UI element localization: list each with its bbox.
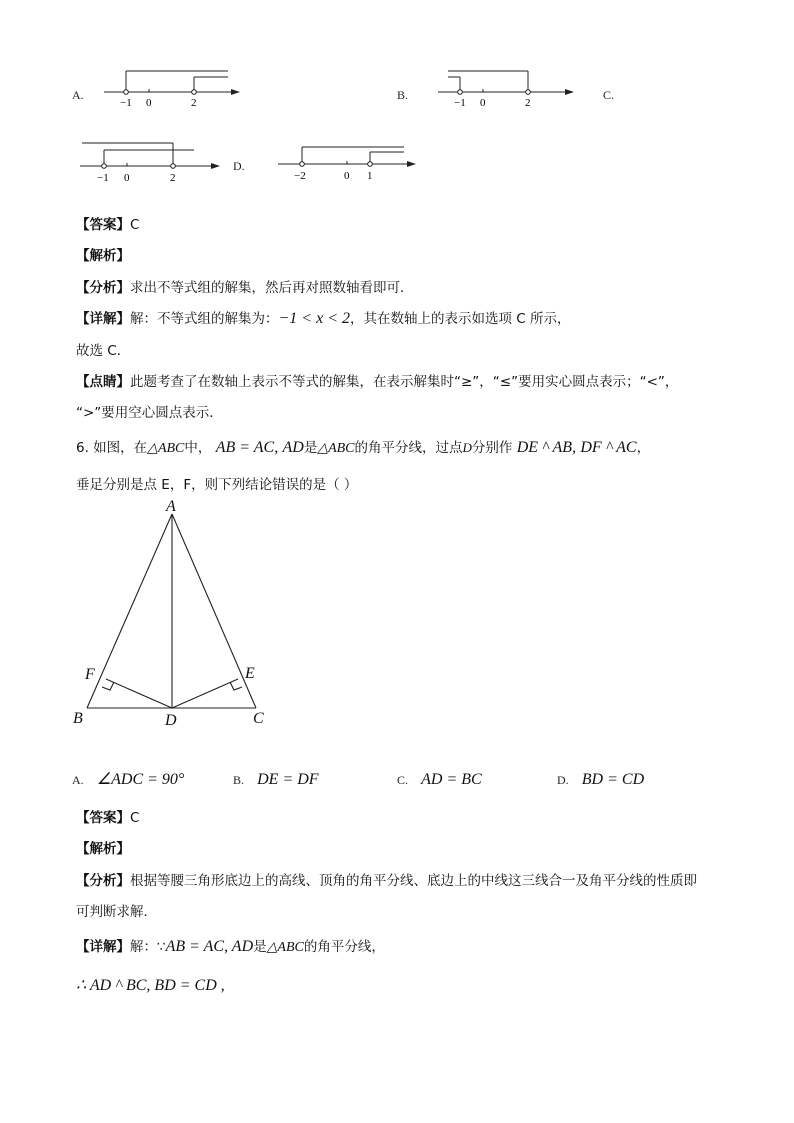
q6-fenxi-line-1: 【分析】根据等腰三角形底边上的高线、顶角的角平分线、底边上的中线这三线合一及角平分线的性质即: [76, 873, 697, 889]
vertex-label-b: B: [73, 710, 83, 727]
q5-analysis-tag: 【解析】: [76, 248, 130, 264]
tick-label: 2: [170, 172, 176, 184]
vertex-label-c: C: [253, 710, 264, 727]
point-label-d: D: [165, 712, 177, 729]
tick-label: −1: [120, 97, 132, 108]
number-line-option-c: [78, 137, 228, 185]
number-line-option-a: [100, 64, 250, 108]
q6-option-c: C. AD = BC: [397, 771, 482, 788]
q5-conclusion: 故选 C．: [76, 343, 131, 359]
tick-label: −1: [454, 97, 466, 108]
number-line-option-d: [274, 137, 424, 185]
q6-analysis-tag: 【解析】: [76, 841, 130, 857]
q6-answer-line: [76, 806, 139, 826]
option-d-label: D.: [233, 159, 245, 173]
q6-stem-line-1: 6. 如图，在△ABC中， AB = AC, AD是△ABC的角平分线，过点D分别作 DE ^ AB, DF ^ AC，: [76, 439, 651, 456]
fenxi-text: 求出不等式组的解集，然后再对照数轴看即可．: [130, 280, 414, 296]
tick-label: −1: [97, 172, 109, 184]
point-label-f: F: [85, 666, 95, 683]
number-line-option-b: [434, 64, 584, 108]
q5-dianjing-line-1: 【点睛】此题考查了在数轴上表示不等式的解集，在表示解集时“≥”，“≤”要用实心圆点表示；“<”，: [76, 374, 679, 390]
q6-xiangjie-line: 【详解】解：∵AB = AC, AD是△ABC的角平分线，: [76, 938, 385, 955]
xiangjie-tag: 【详解】: [76, 311, 130, 327]
option-b-label: B.: [397, 88, 409, 102]
option-c-label: C.: [603, 88, 615, 102]
fenxi-tag: 【分析】: [76, 873, 130, 889]
tick-label: 0: [344, 170, 350, 182]
q5-xiangjie-line: 【详解】解：不等式组的解集为：−1 < x < 2，其在数轴上的表示如选项 C 所示，: [76, 310, 571, 327]
tick-label: 0: [146, 97, 152, 108]
tick-label: −2: [294, 170, 306, 182]
triangle-figure: [70, 496, 280, 732]
tick-label: 2: [191, 97, 197, 108]
q6-stem-line-2: 垂足分别是点 E，F，则下列结论错误的是（ ）: [76, 477, 358, 493]
answer-tag: 【答案】: [76, 217, 130, 233]
answer-value: C: [130, 217, 140, 233]
dianjing-tag: 【点睛】: [76, 374, 130, 390]
inequality-math: −1 < x < 2: [278, 310, 350, 327]
answer-value: C: [130, 810, 140, 826]
tick-label: 0: [124, 172, 130, 184]
q6-fenxi-line-2: 可判断求解．: [76, 904, 157, 920]
fenxi-tag: 【分析】: [76, 280, 130, 296]
q5-fenxi-line: [76, 276, 414, 296]
q5-answer-line: [76, 213, 139, 233]
option-a-label: A.: [72, 88, 84, 102]
xiangjie-tag: 【详解】: [76, 939, 130, 955]
q6-option-a: A. ∠ADC = 90°: [72, 771, 185, 788]
q6-option-b: B. DE = DF: [233, 771, 319, 788]
q6-option-d: D. BD = CD: [557, 771, 645, 788]
tick-label: 1: [367, 170, 373, 182]
answer-tag: 【答案】: [76, 810, 130, 826]
tick-label: 0: [480, 97, 486, 108]
vertex-label-a: A: [166, 498, 176, 515]
q5-dianjing-line-2: “>”要用空心圆点表示．: [76, 405, 223, 421]
q6-therefore-line: ∴ AD ^ BC, BD = CD ,: [76, 977, 225, 994]
point-label-e: E: [245, 665, 255, 682]
tick-label: 2: [525, 97, 531, 108]
